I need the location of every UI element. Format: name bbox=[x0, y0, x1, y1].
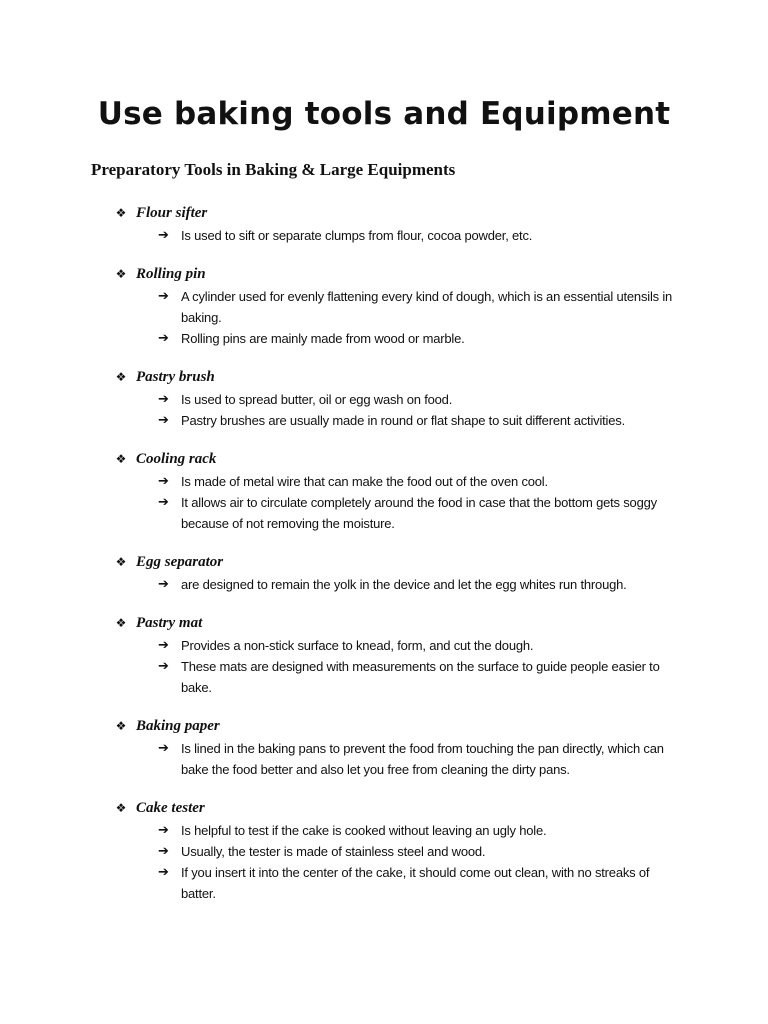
arrow-bullet-icon: ➔ bbox=[158, 228, 169, 243]
tool-name: Pastry mat bbox=[136, 615, 203, 631]
section-heading: Preparatory Tools in Baking & Large Equipments bbox=[91, 160, 456, 179]
tool-description-list bbox=[0, 225, 768, 246]
description-text: are designed to remain the yolk in the device and let the egg whites run through. bbox=[181, 577, 627, 592]
tool-name: Pastry brush bbox=[136, 369, 215, 385]
diamond-bullet-icon: ❖ bbox=[115, 206, 127, 220]
description-text: Is lined in the baking pans to prevent the food from touching the pan directly, which can bake the food better and also let you free from cleaning the dirty pans. bbox=[181, 741, 664, 777]
tool-heading bbox=[0, 715, 768, 737]
tool-description-list bbox=[0, 471, 768, 534]
tool-name: Egg separator bbox=[136, 554, 224, 570]
tool-item bbox=[0, 612, 768, 698]
tool-item bbox=[0, 797, 768, 904]
description-text: Is used to sift or separate clumps from flour, cocoa powder, etc. bbox=[181, 228, 533, 243]
description-text: Rolling pins are mainly made from wood or marble. bbox=[181, 331, 465, 346]
diamond-bullet-icon: ❖ bbox=[115, 801, 127, 815]
tool-name: Cooling rack bbox=[136, 451, 217, 467]
tool-heading bbox=[0, 797, 768, 819]
tool-description-list bbox=[0, 738, 768, 780]
tool-description-list bbox=[0, 574, 768, 595]
description-point bbox=[0, 471, 768, 492]
description-point bbox=[0, 841, 768, 862]
tool-name: Rolling pin bbox=[136, 266, 206, 282]
tool-heading bbox=[0, 612, 768, 634]
description-point bbox=[0, 225, 768, 246]
tool-item bbox=[0, 263, 768, 349]
tool-description-list bbox=[0, 820, 768, 904]
tool-item bbox=[0, 448, 768, 534]
arrow-bullet-icon: ➔ bbox=[158, 823, 169, 838]
tool-heading bbox=[0, 366, 768, 388]
tool-item bbox=[0, 202, 768, 246]
diamond-bullet-icon: ❖ bbox=[115, 616, 127, 630]
arrow-bullet-icon: ➔ bbox=[158, 474, 169, 489]
description-text: Usually, the tester is made of stainless steel and wood. bbox=[181, 844, 486, 859]
description-point bbox=[0, 738, 768, 780]
arrow-bullet-icon: ➔ bbox=[158, 741, 169, 756]
description-text: Provides a non-stick surface to knead, form, and cut the dough. bbox=[181, 638, 534, 653]
description-point bbox=[0, 862, 768, 904]
description-text: Is made of metal wire that can make the food out of the oven cool. bbox=[181, 474, 548, 489]
arrow-bullet-icon: ➔ bbox=[158, 577, 169, 592]
description-text: Pastry brushes are usually made in round or flat shape to suit different activities. bbox=[181, 413, 625, 428]
tool-name: Baking paper bbox=[136, 718, 220, 734]
tool-heading bbox=[0, 202, 768, 224]
description-point bbox=[0, 635, 768, 656]
tool-list bbox=[0, 202, 768, 921]
description-point bbox=[0, 820, 768, 841]
tool-item bbox=[0, 715, 768, 780]
description-text: If you insert it into the center of the cake, it should come out clean, with no streaks of batter. bbox=[181, 865, 650, 901]
description-text: Is helpful to test if the cake is cooked without leaving an ugly hole. bbox=[181, 823, 547, 838]
description-point bbox=[0, 389, 768, 410]
tool-heading bbox=[0, 551, 768, 573]
description-text: A cylinder used for evenly flattening every kind of dough, which is an essential utensils in baking. bbox=[181, 289, 673, 325]
page-title: Use baking tools and Equipment bbox=[97, 96, 671, 132]
description-point bbox=[0, 286, 768, 328]
diamond-bullet-icon: ❖ bbox=[115, 719, 127, 733]
arrow-bullet-icon: ➔ bbox=[158, 495, 169, 510]
tool-item bbox=[0, 551, 768, 595]
diamond-bullet-icon: ❖ bbox=[115, 267, 127, 281]
description-text: Is used to spread butter, oil or egg wash on food. bbox=[181, 392, 453, 407]
diamond-bullet-icon: ❖ bbox=[115, 555, 127, 569]
arrow-bullet-icon: ➔ bbox=[158, 331, 169, 346]
tool-heading bbox=[0, 263, 768, 285]
arrow-bullet-icon: ➔ bbox=[158, 659, 169, 674]
tool-heading bbox=[0, 448, 768, 470]
arrow-bullet-icon: ➔ bbox=[158, 392, 169, 407]
tool-item bbox=[0, 366, 768, 431]
arrow-bullet-icon: ➔ bbox=[158, 844, 169, 859]
description-point bbox=[0, 656, 768, 698]
description-text: It allows air to circulate completely around the food in case that the bottom gets soggy because of not removing the moisture. bbox=[181, 495, 657, 531]
description-point bbox=[0, 328, 768, 349]
tool-name: Flour sifter bbox=[136, 205, 208, 221]
tool-description-list bbox=[0, 389, 768, 431]
diamond-bullet-icon: ❖ bbox=[115, 452, 127, 466]
tool-description-list bbox=[0, 286, 768, 349]
arrow-bullet-icon: ➔ bbox=[158, 413, 169, 428]
tool-name: Cake tester bbox=[136, 800, 205, 816]
tool-description-list bbox=[0, 635, 768, 698]
description-point bbox=[0, 574, 768, 595]
diamond-bullet-icon: ❖ bbox=[115, 370, 127, 384]
arrow-bullet-icon: ➔ bbox=[158, 289, 169, 304]
description-point bbox=[0, 492, 768, 534]
arrow-bullet-icon: ➔ bbox=[158, 865, 169, 880]
description-text: These mats are designed with measurements on the surface to guide people easier to bake. bbox=[181, 659, 660, 695]
description-point bbox=[0, 410, 768, 431]
arrow-bullet-icon: ➔ bbox=[158, 638, 169, 653]
